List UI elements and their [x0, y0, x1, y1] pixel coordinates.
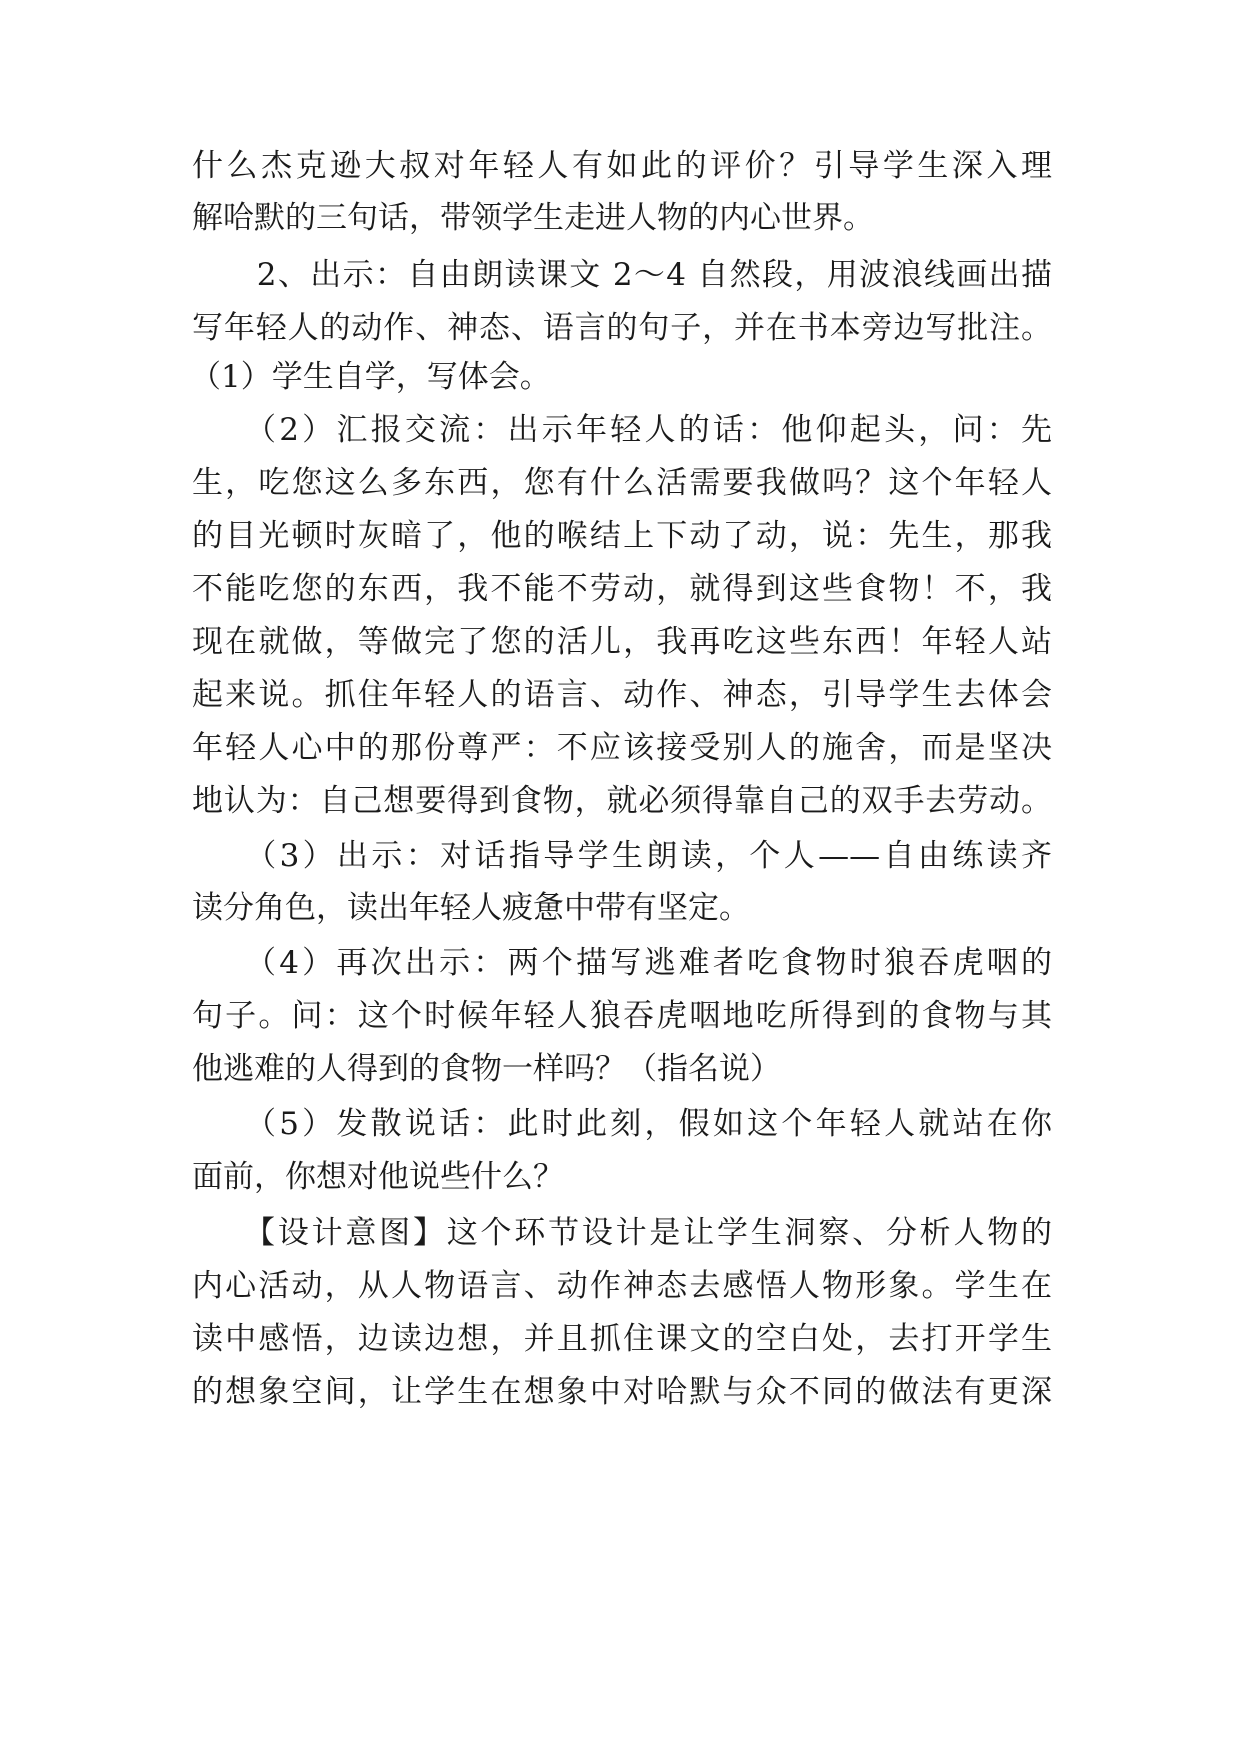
text-line: 年轻人心中的那份尊严：不应该接受别人的施舍，而是坚决	[192, 730, 1052, 766]
text-line: 地认为：自己想要得到食物，就必须得靠自己的双手去劳动。	[192, 783, 1052, 819]
text-line: 的目光顿时灰暗了，他的喉结上下动了动，说：先生，那我	[192, 518, 1052, 554]
text-line: 2、出示：自由朗读课文 2～4 自然段，用波浪线画出描	[192, 257, 1052, 293]
text-line: （4）再次出示：两个描写逃难者吃食物时狼吞虎咽的	[192, 945, 1052, 981]
text-line: （3）出示：对话指导学生朗读，个人——自由练读齐	[192, 838, 1052, 874]
text-line: 写年轻人的动作、神态、语言的句子，并在书本旁边写批注。	[192, 310, 1052, 346]
text-line: 现在就做，等做完了您的活儿，我再吃这些东西！年轻人站	[192, 624, 1052, 660]
text-line: 解哈默的三句话，带领学生走进人物的内心世界。	[192, 200, 874, 236]
text-line: 他逃难的人得到的食物一样吗？（指名说）	[192, 1051, 781, 1087]
text-line: 【设计意图】这个环节设计是让学生洞察、分析人物的	[192, 1215, 1052, 1251]
text-line: 生，吃您这么多东西，您有什么活需要我做吗？这个年轻人	[192, 465, 1052, 501]
text-line: 读中感悟，边读边想，并且抓住课文的空白处，去打开学生	[192, 1321, 1052, 1357]
text-line: 读分角色，读出年轻人疲惫中带有坚定。	[192, 890, 750, 926]
text-line: 起来说。抓住年轻人的语言、动作、神态，引导学生去体会	[192, 677, 1052, 713]
text-line: （2）汇报交流：出示年轻人的话：他仰起头，问：先	[192, 412, 1052, 448]
text-line: 什么杰克逊大叔对年轻人有如此的评价？引导学生深入理	[192, 148, 1052, 184]
text-line: 不能吃您的东西，我不能不劳动，就得到这些食物！不，我	[192, 571, 1052, 607]
text-line: 面前，你想对他说些什么？	[192, 1159, 564, 1195]
text-line: 句子。问：这个时候年轻人狼吞虎咽地吃所得到的食物与其	[192, 998, 1052, 1034]
text-line: （1）学生自学，写体会。	[190, 359, 551, 395]
text-line: 内心活动，从人物语言、动作神态去感悟人物形象。学生在	[192, 1268, 1052, 1304]
text-line: （5）发散说话：此时此刻，假如这个年轻人就站在你	[192, 1106, 1052, 1142]
text-line: 的想象空间，让学生在想象中对哈默与众不同的做法有更深	[192, 1374, 1052, 1410]
